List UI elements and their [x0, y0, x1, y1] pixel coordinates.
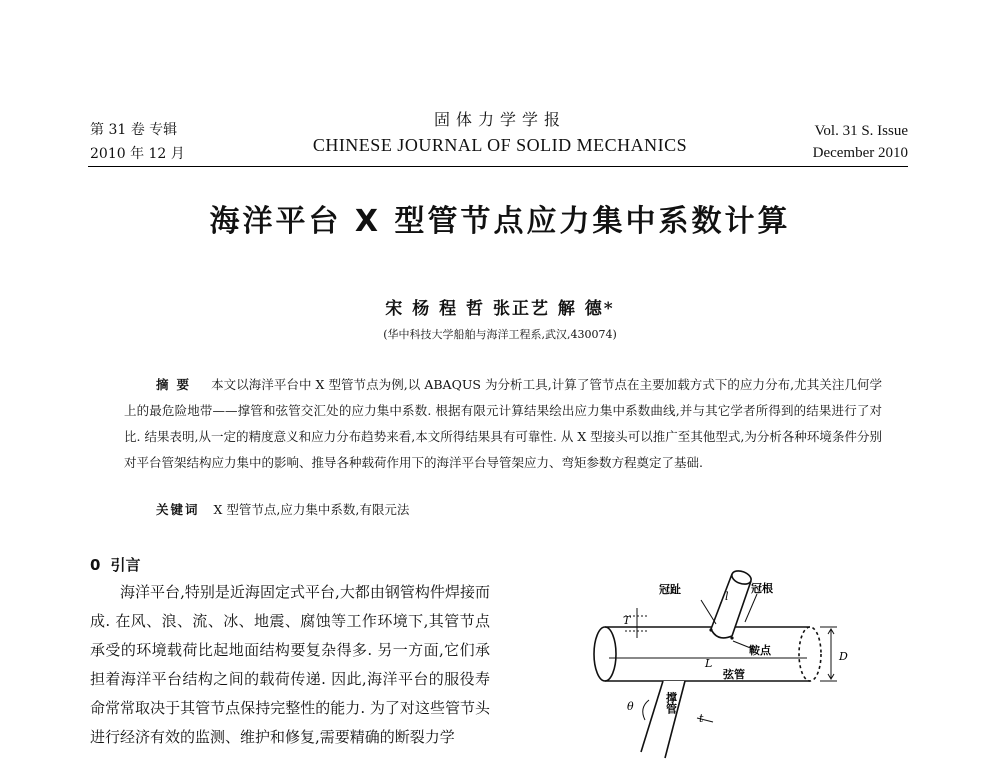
label-l: l: [725, 590, 729, 603]
label-t: t: [699, 712, 704, 725]
journal-title-cn: 固体力学学报: [433, 110, 566, 129]
label-brace: 撑管: [664, 692, 678, 714]
keywords-text: X 型管节点,应力集中系数,有限元法: [213, 502, 410, 517]
header-right: [813, 120, 908, 164]
header-rule: [88, 166, 908, 167]
label-theta: θ: [627, 700, 634, 713]
label-T: T: [623, 614, 631, 627]
label-L: L: [705, 657, 713, 670]
journal-title-en: CHINESE JOURNAL OF SOLID MECHANICS: [312, 135, 688, 155]
saddle-point: [730, 636, 733, 639]
paper-title: 海洋平台 X 型管节点应力集中系数计算: [209, 204, 791, 239]
keywords-label: 关键词: [156, 502, 200, 517]
volume-en: Vol. 31 S. Issue: [814, 123, 908, 139]
crown-toe-point: [709, 628, 712, 631]
lower-brace: [641, 681, 685, 758]
section-number: 0: [90, 556, 101, 574]
date-cn: 2010 年 12 月: [90, 146, 185, 162]
label-D: D: [839, 650, 848, 663]
authors: 宋 杨 程 哲 张正艺 解 德*: [385, 299, 615, 319]
keywords: [156, 500, 409, 518]
section-body: 海洋平台,特别是近海固定式平台,大都由钢管构件焊接而成. 在风、浪、流、冰、地震、腐蚀等工作环境下,其管节点承受的环境载荷比起地面结构要复杂得多. 另一方面,它们承担着海洋平台结构之间的载荷传递. 因此,海洋平台的服役寿命常常取决于其管节点保持完整性的能力. 为了对这些管节头进行经济有效的监测、维护和修复,需要精确的断裂力学: [90, 583, 490, 746]
x-joint-figure: [585, 550, 875, 760]
affiliation: (华中科技大学船舶与海洋工程系,武汉,430074): [383, 328, 617, 341]
date-en: December 2010: [812, 145, 908, 161]
chord-tube: [594, 627, 821, 681]
abstract: [124, 372, 882, 476]
volume-cn: 第 31 卷 专辑: [90, 122, 178, 138]
abstract-label: 摘要: [156, 377, 198, 392]
label-saddle: 鞍点: [749, 644, 771, 657]
section-heading: [90, 554, 140, 575]
label-crown-heel: 冠根: [751, 582, 773, 595]
section-title: 引言: [110, 556, 141, 574]
label-crown-toe: 冠趾: [659, 583, 681, 596]
abstract-text: 本文以海洋平台中 X 型管节点为例,以 ABAQUS 为分析工具,计算了管节点在主要加载方式下的应力分布,尤其关注几何学上的最危险地带——撑管和弦管交汇处的应力集中系数. 根据有限元计算结果绘出应力集中系数曲线,并与其它学者所得到的结果进行了对比. 结果表明,从一定的精度意义和应力分布趋势来看,本文所得结果具有可靠性. 从 X 型接头可以推广至其他型式,为分析各种环境条件分别对平台管架结构应力集中的影响、推导各种载荷作用下的海洋平台导管架应力、弯矩参数方程奠定了基础.: [124, 377, 882, 470]
label-chord: 弦管: [723, 668, 745, 681]
